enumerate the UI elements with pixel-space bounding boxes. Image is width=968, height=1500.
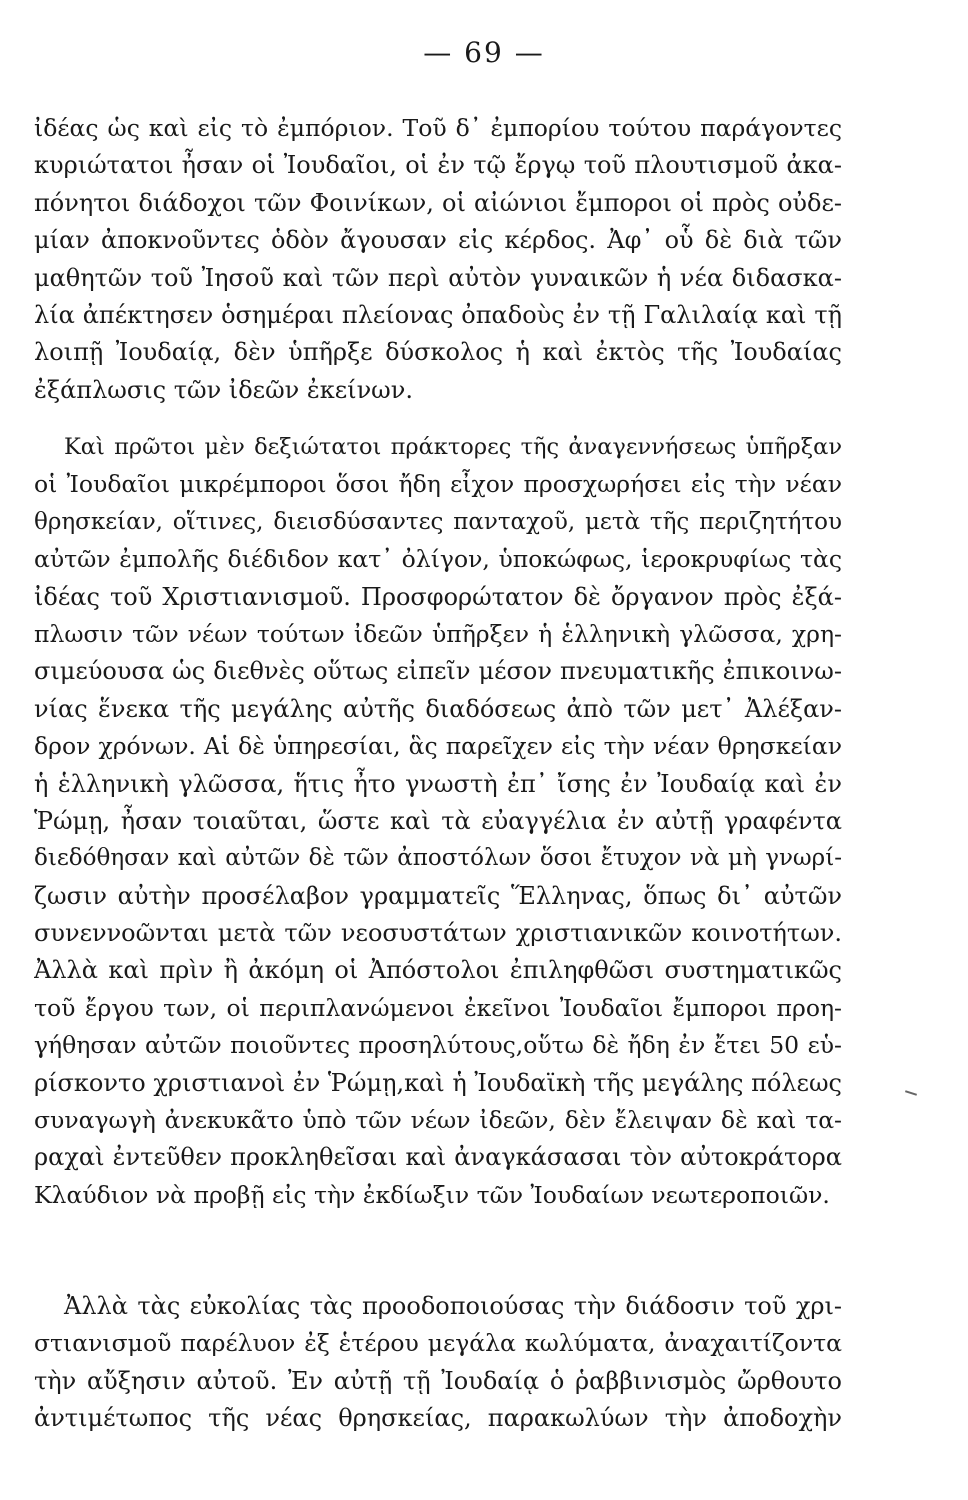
paragraph-3 — [34, 1288, 842, 1438]
text-line: αὐτῶν ἐμπολῆς διέδιδον κατ᾽ ὀλίγον, ὑποκώφως, ἱεροκρυφίως τὰς — [34, 545, 842, 574]
text-line: Ἀλλὰ καὶ πρὶν ἢ ἀκόμη οἱ Ἀπόστολοι ἐπιληφθῶσι συστηματικῶς — [34, 956, 842, 985]
text-line: ἐξάπλωσις τῶν ἰδεῶν ἐκείνων. — [34, 375, 413, 404]
text-line: μαθητῶν τοῦ Ἰησοῦ καὶ τῶν περὶ αὐτὸν γυναικῶν ἡ νέα διδασκα- — [34, 263, 842, 292]
paragraph-2 — [34, 429, 842, 1214]
text-line: Ῥώμῃ, ἦσαν τοιαῦται, ὥστε καὶ τὰ εὐαγγέλια ἐν αὐτῇ γραφέντα — [34, 806, 842, 835]
text-line: στιανισμοῦ παρέλυον ἐξ ἑτέρου μεγάλα κωλύματα, ἀναχαιτίζοντα — [34, 1329, 842, 1358]
text-line: τοῦ ἔργου των, οἱ περιπλανώμενοι ἐκεῖνοι Ἰουδαῖοι ἔμποροι προη- — [34, 993, 842, 1022]
page-number: — 69 — — [423, 36, 545, 69]
text-line: οἱ Ἰουδαῖοι μικρέμποροι ὅσοι ἤδη εἶχον προσχωρήσει εἰς τὴν νέαν — [34, 470, 842, 499]
text-line: λοιπῇ Ἰουδαίᾳ, δὲν ὑπῆρξε δύσκολος ἡ καὶ ἐκτὸς τῆς Ἰουδαίας — [34, 338, 842, 367]
text-line: τὴν αὔξησιν αὐτοῦ. Ἐν αὐτῇ τῇ Ἰουδαίᾳ ὁ ῥαββινισμὸς ὤρθουτο — [34, 1366, 842, 1395]
text-line: δρον χρόνων. Αἱ δὲ ὑπηρεσίαι, ἃς παρεῖχεν εἰς τὴν νέαν θρησκείαν — [34, 732, 842, 761]
text-line: ραχαὶ ἐντεῦθεν προκληθεῖσαι καὶ ἀναγκάσασαι τὸν αὐτοκράτορα — [34, 1143, 842, 1172]
text-line: νίας ἕνεκα τῆς μεγάλης αὐτῆς διαδόσεως ἀπὸ τῶν μετ᾽ Ἀλέξαν- — [34, 694, 842, 723]
text-line: σιμεύουσα ὡς διεθνὲς οὕτως εἰπεῖν μέσον πνευματικῆς ἐπικοινω- — [34, 657, 842, 686]
text-line: κυριώτατοι ἦσαν οἱ Ἰουδαῖοι, οἱ ἐν τῷ ἔργῳ τοῦ πλουτισμοῦ ἀκα- — [34, 151, 842, 180]
text-line: γήθησαν αὐτῶν ποιοῦντες προσηλύτους,οὕτω δὲ ἤδη ἐν ἔτει 50 εὑ- — [34, 1031, 842, 1060]
text-line: Ἀλλὰ τὰς εὐκολίας τὰς προοδοποιούσας τὴν διάδοσιν τοῦ χρι- — [64, 1292, 842, 1320]
text-line: διεδόθησαν καὶ αὐτῶν δὲ τῶν ἀποστόλων ὅσοι ἔτυχον νὰ μὴ γνωρί- — [34, 845, 842, 872]
text-line: Καὶ πρῶτοι μὲν δεξιώτατοι πράκτορες τῆς ἀναγεννήσεως ὑπῆρξαν — [64, 434, 842, 460]
text-line: λία ἀπέκτησεν ὁσημέραι πλείονας ὀπαδοὺς ἐν τῇ Γαλιλαίᾳ καὶ τῇ — [34, 300, 842, 329]
text-line: πόνητοι διάδοχοι τῶν Φοινίκων, οἱ αἰώνιοι ἔμποροι οἱ πρὸς οὐδε- — [34, 188, 842, 217]
text-line: ρίσκοντο χριστιανοὶ ἐν Ῥώμῃ,καὶ ἡ Ἰουδαϊκὴ τῆς μεγάλης πόλεως — [34, 1068, 842, 1097]
text-line: συνεννοῶνται μετὰ τῶν νεοσυστάτων χριστιανικῶν κοινοτήτων. — [34, 919, 842, 948]
paragraph-1 — [34, 110, 842, 409]
text-line: ζωσιν αὐτὴν προσέλαβον γραμματεῖς Ἕλληνας, ὅπως δι᾽ αὐτῶν — [34, 881, 842, 910]
margin-mark — [905, 1090, 917, 1096]
text-line: ἀντιμέτωπος τῆς νέας θρησκείας, παρακωλύων τὴν ἀποδοχὴν — [34, 1404, 842, 1433]
text-line: πλωσιν τῶν νέων τούτων ἰδεῶν ὑπῆρξεν ἡ ἑλληνικὴ γλῶσσα, χρη- — [34, 619, 842, 648]
text-line: συναγωγὴ ἀνεκυκᾶτο ὑπὸ τῶν νέων ἰδεῶν, δὲν ἔλειψαν δὲ καὶ τα- — [34, 1106, 842, 1135]
text-line: ἡ ἑλληνικὴ γλῶσσα, ἥτις ἦτο γνωστὴ ἐπ᾽ ἴσης ἐν Ἰουδαίᾳ καὶ ἐν — [34, 769, 842, 798]
text-line: ἰδέας ὡς καὶ εἰς τὸ ἐμπόριον. Τοῦ δ᾽ ἐμπορίου τούτου παράγοντες — [34, 114, 842, 142]
text-line: μίαν ἀποκνοῦντες ὁδὸν ἄγουσαν εἰς κέρδος. Ἀφ᾽ οὗ δὲ διὰ τῶν — [34, 226, 842, 255]
text-line: ἰδέας τοῦ Χριστιανισμοῦ. Προσφορώτατον δὲ ὄργανον πρὸς ἐξά- — [34, 582, 842, 611]
text-line: Κλαύδιον νὰ προβῇ εἰς τὴν ἐκδίωξιν τῶν Ἰουδαίων νεωτεροποιῶν. — [34, 1180, 830, 1209]
text-line: θρησκείαν, οἵτινες, διεισδύσαντες πανταχοῦ, μετὰ τῆς περιζητήτου — [34, 508, 842, 535]
